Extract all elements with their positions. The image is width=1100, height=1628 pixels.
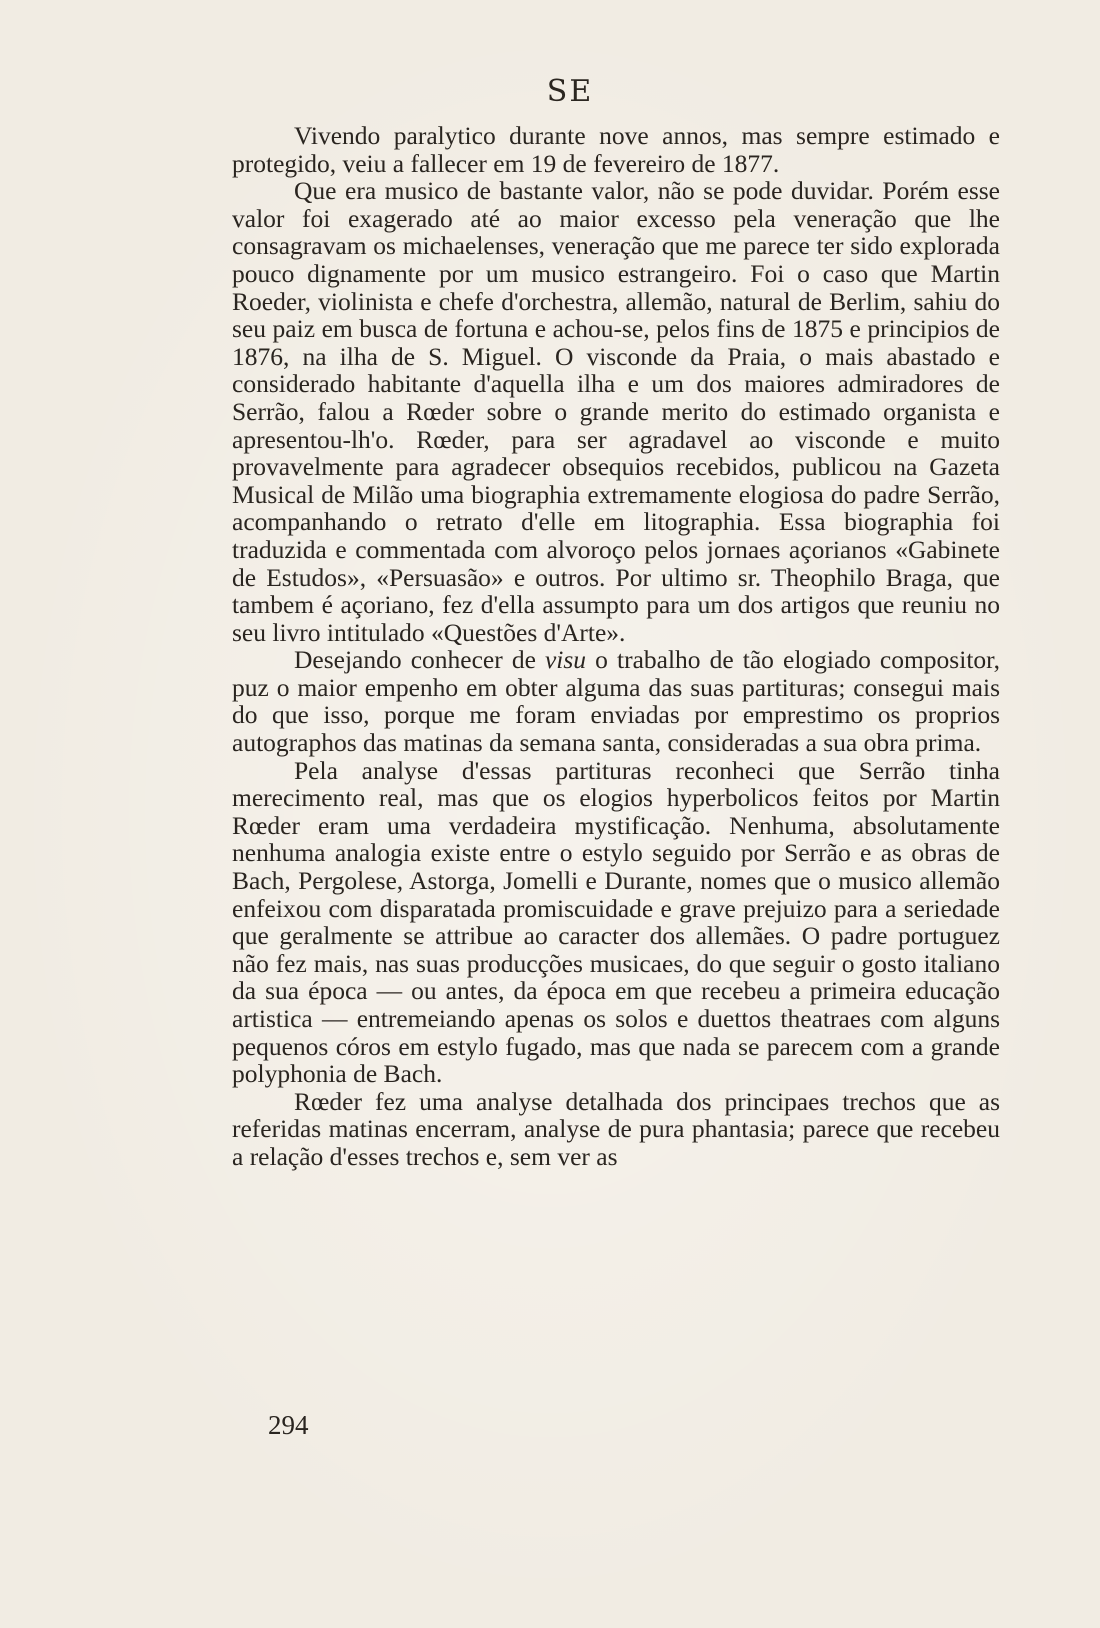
italic-term: visu: [544, 645, 587, 675]
paragraph-5: Rœder fez uma analyse detalhada dos principaes trechos que as referidas matinas encerram, analyse de pura phantasia; parece que recebeu a relação d'esses trechos e, sem ver as: [232, 1086, 1000, 1171]
paragraph-3-after: o trabalho de tão elogiado compositor, puz o maior empenho em obter alguma das suas partituras; consegui mais do que isso, porque me foram enviadas por emprestimo os proprios autographos das matinas da semana santa, consideradas a sua obra prima.: [232, 645, 1000, 758]
paragraph-3: [232, 646, 1000, 756]
paragraph-2: Que era musico de bastante valor, não se pode duvidar. Porém esse valor foi exagerado até ao maior excesso pela veneração que lhe consagravam os michaelenses, veneração que me parece ter sido explorada pouco dignamente por um musico estrangeiro. Foi o caso que Martin Roeder, violinista e chefe d'orchestra, allemão, natural de Berlim, sahiu do seu paiz em busca de fortuna e achou-se, pelos fins de 1875 e principios de 1876, na ilha de S. Miguel. O visconde da Praia, o mais abastado e considerado habitante d'aquella ilha e um dos maiores admiradores de Serrão, falou a Rœder sobre o grande merito do estimado organista e apresentou-lh'o. Rœder, para ser agradavel ao visconde e muito provavelmente para agradecer obsequios recebidos, publicou na Gazeta Musical de Milão uma biographia extremamente elogiosa do padre Serrão, acompanhando o retrato d'elle em litographia. Essa biographia foi traduzida e commentada com alvoroço pelos jornaes açorianos «Gabinete de Estudos», «Persuasão» e outros. Por ultimo sr. Theophilo Braga, que tambem é açoriano, fez d'ella assumpto para um dos artigos que reuniu no seu livro intitulado «Questões d'Arte».: [232, 176, 1000, 647]
running-head: SE: [546, 74, 594, 109]
body-text: [232, 122, 1000, 1171]
page-number: 294: [268, 1410, 309, 1440]
paragraph-1: Vivendo paralytico durante nove annos, mas sempre estimado e protegido, veiu a fallecer em 19 de fevereiro de 1877.: [232, 121, 1000, 178]
paragraph-3-before: Desejando conhecer de: [294, 645, 545, 675]
paragraph-4: Pela analyse d'essas partituras reconheci que Serrão tinha merecimento real, mas que os elogios hyperbolicos feitos por Martin Rœder eram uma verdadeira mystificação. Nenhuma, absolutamente nenhuma analogia existe entre o estylo seguido por Serrão e as obras de Bach, Pergolese, Astorga, Jomelli e Durante, nomes que o musico allemão enfeixou com disparatada promiscuidade e grave prejuizo para a seriedade que geralmente se attribue ao caracter dos allemães. O padre portuguez não fez mais, nas suas producções musicaes, do que seguir o gosto italiano da sua época — ou antes, da época em que recebeu a primeira educação artistica — entremeiando apenas os solos e duettos theatraes com alguns pequenos córos em estylo fugado, mas que nada se parecem com a grande polyphonia de Bach.: [232, 755, 1000, 1089]
